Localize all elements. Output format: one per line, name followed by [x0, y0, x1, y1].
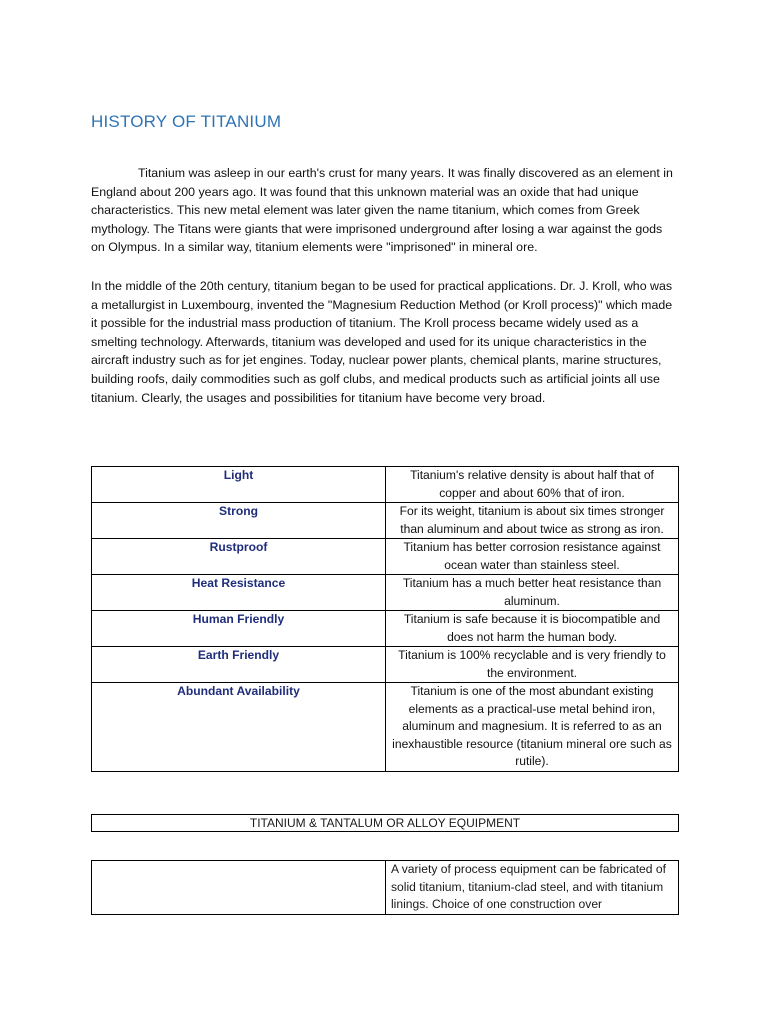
- equipment-heading: TITANIUM & TANTALUM OR ALLOY EQUIPMENT: [92, 815, 679, 832]
- table-row: [92, 683, 679, 772]
- table-row: [92, 815, 679, 832]
- property-name: Strong: [92, 503, 386, 539]
- table-row: [92, 467, 679, 503]
- table-row: [92, 861, 679, 915]
- paragraph-discovery: Titanium was asleep in our earth's crust for many years. It was finally discovered as an element in England about 200 years ago. It was found that this unknown material was an oxide that had unique characteristics. This new metal element was later given the name titanium, which comes from Greek mythology. The Titans were giants that were imprisoned underground after losing a war against the gods on Olympus. In a similar way, titanium elements were "imprisoned" in mineral ore.: [91, 166, 673, 255]
- property-name: Earth Friendly: [92, 647, 386, 683]
- titanium-properties-table: [91, 466, 679, 772]
- equipment-table: [91, 860, 679, 915]
- property-description: Titanium has a much better heat resistance than aluminum.: [386, 575, 679, 611]
- table-row: [92, 575, 679, 611]
- equipment-heading-table: [91, 814, 679, 832]
- property-description: Titanium is one of the most abundant existing elements as a practical-use metal behind iron, aluminum and magnesium. It is referred to as an inexhaustible resource (titanium mineral ore such as rutile).: [386, 683, 679, 772]
- property-name: Light: [92, 467, 386, 503]
- property-name: Rustproof: [92, 539, 386, 575]
- property-description: For its weight, titanium is about six times stronger than aluminum and about twice as strong as iron.: [386, 503, 679, 539]
- property-description: Titanium is 100% recyclable and is very friendly to the environment.: [386, 647, 679, 683]
- paragraph-applications: In the middle of the 20th century, titanium began to be used for practical applications. Dr. J. Kroll, who was a metallurgist in Luxembourg, invented the "Magnesium Reduction Method (or Kroll process)" which made it possible for the industrial mass production of titanium. The Kroll process became widely used as a smelting technology. Afterwards, titanium was developed and used for its unique characteristics in the aircraft industry such as for jet engines. Today, nuclear power plants, chemical plants, marine structures, building roofs, daily commodities such as golf clubs, and medical products such as artificial joints all use titanium. Clearly, the usages and possibilities for titanium have become very broad.: [91, 279, 673, 405]
- table-row: [92, 503, 679, 539]
- property-description: Titanium has better corrosion resistance against ocean water than stainless steel.: [386, 539, 679, 575]
- document-title: HISTORY OF TITANIUM: [91, 112, 282, 131]
- property-description: Titanium's relative density is about half that of copper and about 60% that of iron.: [386, 467, 679, 503]
- equipment-cell-right: A variety of process equipment can be fabricated of solid titanium, titanium-clad steel, and with titanium linings. Choice of one construction over: [386, 861, 679, 915]
- table-row: [92, 647, 679, 683]
- table-row: [92, 539, 679, 575]
- property-name: Abundant Availability: [92, 683, 386, 772]
- property-name: Human Friendly: [92, 611, 386, 647]
- equipment-cell-left: [92, 861, 386, 915]
- table-row: [92, 611, 679, 647]
- property-description: Titanium is safe because it is biocompatible and does not harm the human body.: [386, 611, 679, 647]
- property-name: Heat Resistance: [92, 575, 386, 611]
